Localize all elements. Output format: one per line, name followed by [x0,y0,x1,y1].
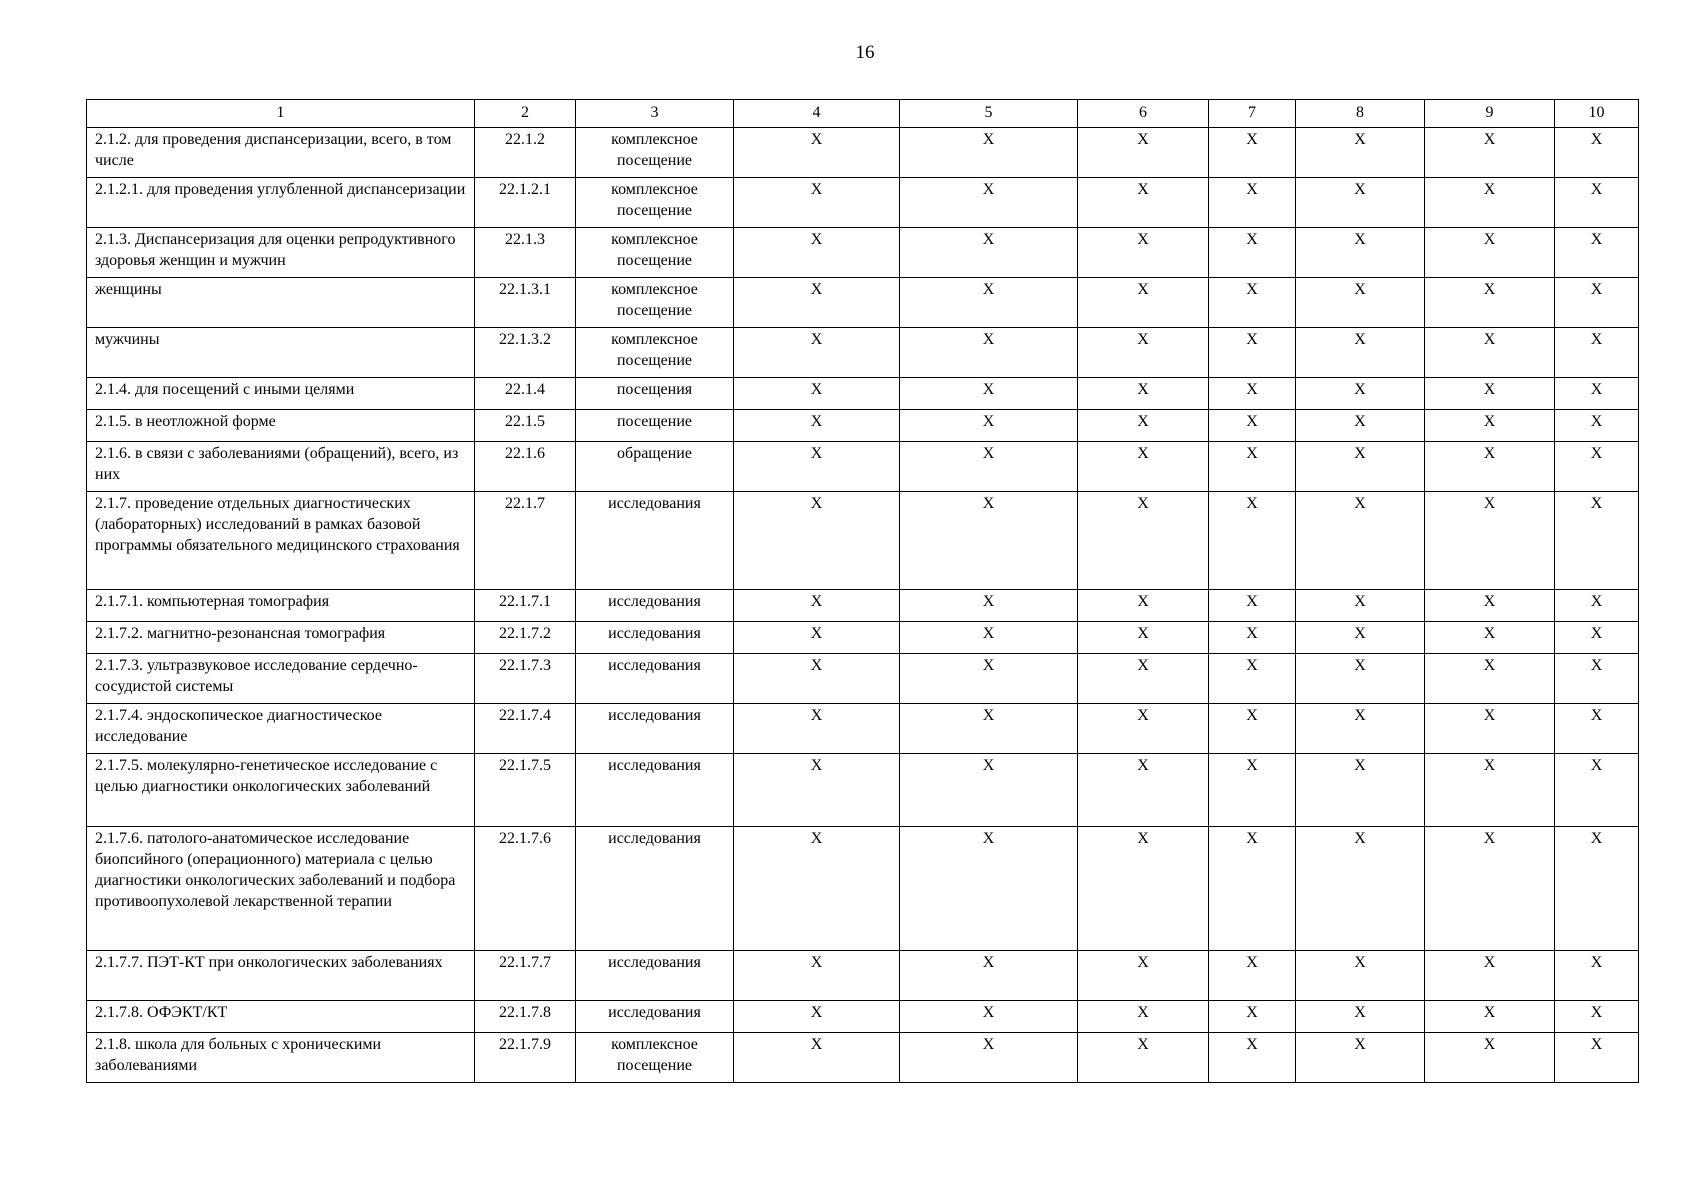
table-row [87,1001,1639,1033]
row-value-cell: X [900,827,1078,951]
row-value-cell: X [734,328,900,378]
row-value-cell: X [1555,654,1639,704]
data-table [86,99,1639,1083]
row-value-cell: X [1209,378,1296,410]
row-value-cell: X [1209,128,1296,178]
row-code-cell: 22.1.7.3 [475,654,576,704]
row-value-cell: X [1425,278,1555,328]
row-value-cell: X [900,590,1078,622]
row-code-cell: 22.1.7.9 [475,1033,576,1083]
row-value-cell: X [900,278,1078,328]
row-value-cell: X [900,228,1078,278]
row-value-cell: X [1078,704,1209,754]
row-unit-cell: исследования [576,951,734,1001]
row-value-cell: X [1078,178,1209,228]
row-name-cell: 2.1.7.4. эндоскопическое диагностическое исследование [87,704,475,754]
row-value-cell: X [900,410,1078,442]
table-row [87,827,1639,951]
row-value-cell: X [1555,178,1639,228]
row-value-cell: X [1078,754,1209,827]
row-value-cell: X [1078,442,1209,492]
row-value-cell: X [1078,622,1209,654]
header-cell: 1 [87,100,475,128]
row-value-cell: X [1078,1001,1209,1033]
row-value-cell: X [734,951,900,1001]
row-value-cell: X [1209,178,1296,228]
row-value-cell: X [1078,378,1209,410]
row-value-cell: X [1296,827,1425,951]
row-value-cell: X [1555,704,1639,754]
row-value-cell: X [1555,378,1639,410]
header-cell: 8 [1296,100,1425,128]
row-value-cell: X [1555,1033,1639,1083]
row-value-cell: X [1078,951,1209,1001]
row-name-cell: 2.1.4. для посещений с иными целями [87,378,475,410]
row-value-cell: X [1555,1001,1639,1033]
row-value-cell: X [1296,128,1425,178]
row-value-cell: X [1425,1001,1555,1033]
row-code-cell: 22.1.7.5 [475,754,576,827]
row-value-cell: X [1209,328,1296,378]
row-unit-cell: исследования [576,1001,734,1033]
table-row [87,590,1639,622]
row-name-cell: 2.1.6. в связи с заболеваниями (обращений), всего, из них [87,442,475,492]
row-value-cell: X [1209,1033,1296,1083]
table-row [87,278,1639,328]
row-value-cell: X [1209,654,1296,704]
row-value-cell: X [1209,622,1296,654]
header-cell: 5 [900,100,1078,128]
row-value-cell: X [1209,228,1296,278]
row-value-cell: X [900,704,1078,754]
row-value-cell: X [1078,1033,1209,1083]
table-row [87,178,1639,228]
row-value-cell: X [1425,328,1555,378]
row-name-cell: 2.1.2.1. для проведения углубленной диспансеризации [87,178,475,228]
table-row [87,228,1639,278]
row-value-cell: X [734,278,900,328]
row-value-cell: X [1209,278,1296,328]
row-value-cell: X [1296,228,1425,278]
row-code-cell: 22.1.7.2 [475,622,576,654]
row-value-cell: X [734,492,900,590]
row-value-cell: X [1078,590,1209,622]
row-value-cell: X [1425,951,1555,1001]
row-name-cell: 2.1.7.8. ОФЭКТ/КТ [87,1001,475,1033]
row-value-cell: X [1555,328,1639,378]
header-cell: 2 [475,100,576,128]
row-value-cell: X [900,754,1078,827]
row-value-cell: X [1209,827,1296,951]
row-value-cell: X [734,178,900,228]
row-code-cell: 22.1.7 [475,492,576,590]
row-code-cell: 22.1.3.1 [475,278,576,328]
row-name-cell: 2.1.8. школа для больных с хроническими заболеваниями [87,1033,475,1083]
row-value-cell: X [1296,378,1425,410]
row-unit-cell: комплексное посещение [576,328,734,378]
row-code-cell: 22.1.5 [475,410,576,442]
row-value-cell: X [900,654,1078,704]
row-value-cell: X [1425,654,1555,704]
row-value-cell: X [900,442,1078,492]
table-row [87,442,1639,492]
table-row [87,654,1639,704]
row-value-cell: X [1296,410,1425,442]
row-value-cell: X [1209,951,1296,1001]
row-value-cell: X [900,951,1078,1001]
row-value-cell: X [734,228,900,278]
table-row [87,378,1639,410]
row-name-cell: 2.1.3. Диспансеризация для оценки репродуктивного здоровья женщин и мужчин [87,228,475,278]
row-value-cell: X [900,1033,1078,1083]
table-header-row [87,100,1639,128]
row-name-cell: 2.1.7.5. молекулярно-генетическое исследование с целью диагностики онкологических заболеваний [87,754,475,827]
row-value-cell: X [1425,442,1555,492]
row-value-cell: X [734,827,900,951]
row-value-cell: X [1425,827,1555,951]
row-code-cell: 22.1.6 [475,442,576,492]
header-cell: 3 [576,100,734,128]
row-value-cell: X [734,704,900,754]
row-value-cell: X [1425,1033,1555,1083]
row-unit-cell: исследования [576,827,734,951]
row-value-cell: X [734,654,900,704]
row-value-cell: X [734,128,900,178]
row-unit-cell: комплексное посещение [576,1033,734,1083]
row-name-cell: 2.1.7.6. патолого-анатомическое исследование биопсийного (операционного) материала с целью диагностики онкологических заболеваний и подбора противоопухолевой лекарственной терапии [87,827,475,951]
row-value-cell: X [1555,128,1639,178]
row-value-cell: X [734,754,900,827]
row-code-cell: 22.1.2 [475,128,576,178]
row-value-cell: X [1555,442,1639,492]
row-value-cell: X [1555,827,1639,951]
row-unit-cell: исследования [576,492,734,590]
table-body [87,100,1639,1083]
row-name-cell: 2.1.7. проведение отдельных диагностических (лабораторных) исследований в рамках базовой программы обязательного медицинского страхования [87,492,475,590]
row-value-cell: X [1425,704,1555,754]
row-value-cell: X [1078,328,1209,378]
row-unit-cell: исследования [576,622,734,654]
row-value-cell: X [1078,228,1209,278]
row-value-cell: X [1425,754,1555,827]
row-unit-cell: обращение [576,442,734,492]
row-value-cell: X [1078,654,1209,704]
row-unit-cell: комплексное посещение [576,178,734,228]
header-cell: 10 [1555,100,1639,128]
row-value-cell: X [1296,704,1425,754]
header-cell: 7 [1209,100,1296,128]
row-value-cell: X [1209,704,1296,754]
row-unit-cell: посещения [576,378,734,410]
header-cell: 6 [1078,100,1209,128]
row-code-cell: 22.1.7.6 [475,827,576,951]
table-row [87,704,1639,754]
row-unit-cell: исследования [576,590,734,622]
row-value-cell: X [734,442,900,492]
row-value-cell: X [1425,622,1555,654]
table-row [87,328,1639,378]
row-value-cell: X [1425,492,1555,590]
row-value-cell: X [1078,827,1209,951]
row-value-cell: X [1296,178,1425,228]
row-value-cell: X [1425,590,1555,622]
row-code-cell: 22.1.7.4 [475,704,576,754]
row-value-cell: X [1296,951,1425,1001]
row-name-cell: 2.1.7.3. ультразвуковое исследование сердечно-сосудистой системы [87,654,475,704]
row-code-cell: 22.1.3.2 [475,328,576,378]
row-value-cell: X [1296,1001,1425,1033]
row-value-cell: X [1555,590,1639,622]
row-value-cell: X [1296,328,1425,378]
row-value-cell: X [1296,754,1425,827]
row-value-cell: X [900,378,1078,410]
row-value-cell: X [1425,410,1555,442]
row-value-cell: X [1296,278,1425,328]
row-value-cell: X [1078,410,1209,442]
row-name-cell: 2.1.2. для проведения диспансеризации, всего, в том числе [87,128,475,178]
row-unit-cell: комплексное посещение [576,128,734,178]
row-value-cell: X [1425,378,1555,410]
row-value-cell: X [1209,492,1296,590]
row-value-cell: X [734,1001,900,1033]
row-value-cell: X [1296,654,1425,704]
row-value-cell: X [1209,590,1296,622]
header-cell: 4 [734,100,900,128]
row-value-cell: X [1296,622,1425,654]
row-value-cell: X [734,1033,900,1083]
row-name-cell: мужчины [87,328,475,378]
row-value-cell: X [1296,492,1425,590]
row-value-cell: X [1296,442,1425,492]
row-value-cell: X [1296,590,1425,622]
row-value-cell: X [1425,228,1555,278]
row-value-cell: X [1209,754,1296,827]
row-unit-cell: комплексное посещение [576,228,734,278]
row-code-cell: 22.1.3 [475,228,576,278]
row-code-cell: 22.1.7.1 [475,590,576,622]
row-unit-cell: исследования [576,704,734,754]
row-value-cell: X [1555,754,1639,827]
row-unit-cell: исследования [576,754,734,827]
row-value-cell: X [900,1001,1078,1033]
row-value-cell: X [1078,128,1209,178]
row-value-cell: X [1555,228,1639,278]
row-name-cell: 2.1.5. в неотложной форме [87,410,475,442]
row-value-cell: X [734,622,900,654]
row-value-cell: X [1078,492,1209,590]
row-value-cell: X [1555,410,1639,442]
table-row [87,410,1639,442]
row-value-cell: X [1555,622,1639,654]
row-value-cell: X [1209,1001,1296,1033]
row-value-cell: X [1296,1033,1425,1083]
row-name-cell: женщины [87,278,475,328]
table-row [87,622,1639,654]
row-value-cell: X [1209,410,1296,442]
table-row [87,951,1639,1001]
page-number: 16 [855,42,875,63]
row-unit-cell: исследования [576,654,734,704]
row-value-cell: X [900,492,1078,590]
row-value-cell: X [900,622,1078,654]
row-code-cell: 22.1.4 [475,378,576,410]
row-value-cell: X [900,128,1078,178]
row-value-cell: X [1555,278,1639,328]
row-name-cell: 2.1.7.1. компьютерная томография [87,590,475,622]
row-code-cell: 22.1.7.7 [475,951,576,1001]
row-value-cell: X [900,178,1078,228]
row-unit-cell: комплексное посещение [576,278,734,328]
row-value-cell: X [734,378,900,410]
row-code-cell: 22.1.2.1 [475,178,576,228]
header-cell: 9 [1425,100,1555,128]
row-code-cell: 22.1.7.8 [475,1001,576,1033]
row-value-cell: X [1555,492,1639,590]
row-name-cell: 2.1.7.2. магнитно-резонансная томография [87,622,475,654]
row-value-cell: X [1209,442,1296,492]
row-value-cell: X [1425,178,1555,228]
row-value-cell: X [1425,128,1555,178]
table-row [87,754,1639,827]
table-row [87,128,1639,178]
table-row [87,1033,1639,1083]
row-value-cell: X [734,590,900,622]
row-value-cell: X [900,328,1078,378]
row-value-cell: X [1078,278,1209,328]
row-unit-cell: посещение [576,410,734,442]
row-value-cell: X [1555,951,1639,1001]
row-value-cell: X [734,410,900,442]
table-row [87,492,1639,590]
row-name-cell: 2.1.7.7. ПЭТ-КТ при онкологических заболеваниях [87,951,475,1001]
